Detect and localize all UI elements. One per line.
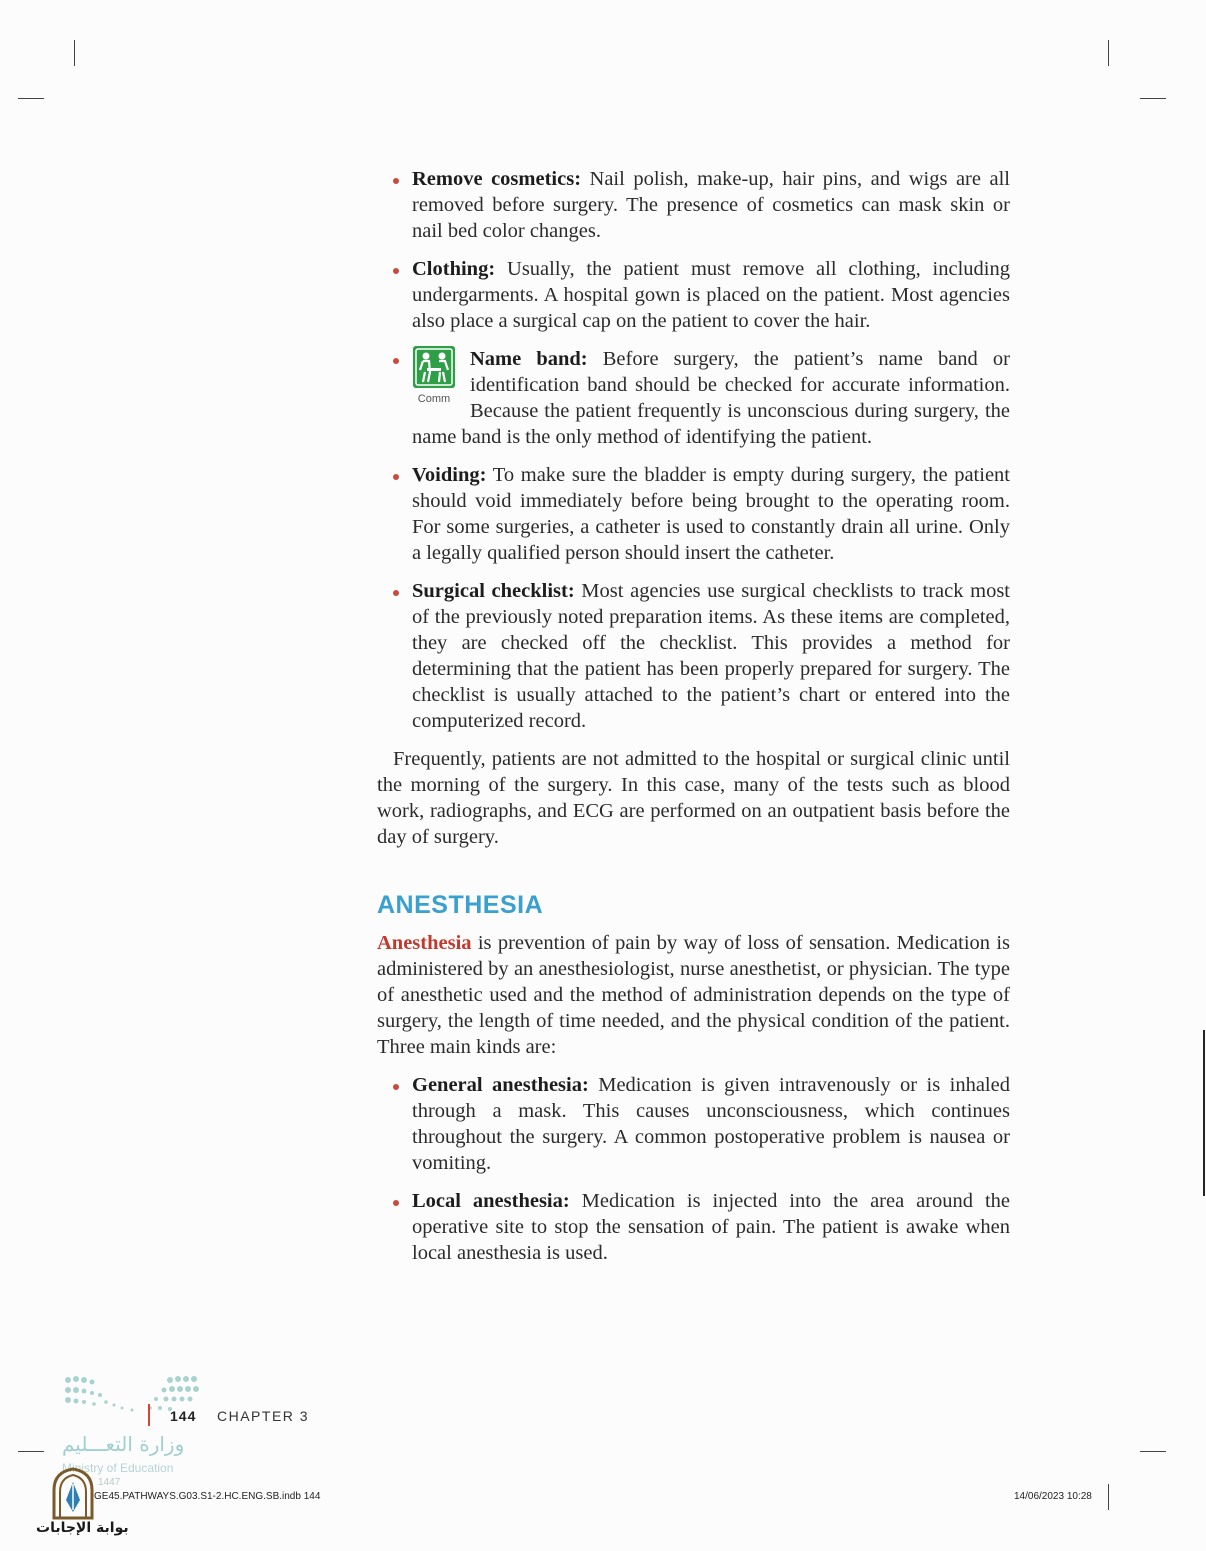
watermark-logo-icon (50, 1466, 96, 1522)
crop-mark (1108, 40, 1109, 66)
bullet-term: General anesthesia: (412, 1074, 589, 1096)
bullet-term: Surgical checklist: (412, 580, 575, 602)
bullet-voiding (377, 462, 1010, 566)
bullet-term: Local anesthesia: (412, 1190, 570, 1212)
bullet-name-band (377, 346, 1010, 450)
bullet-dot (393, 474, 399, 480)
ministry-name-arabic: وزارة التعـــليم (62, 1432, 185, 1456)
bullet-dot (393, 358, 399, 364)
crop-mark (1140, 1451, 1166, 1452)
anesthesia-intro (377, 930, 1010, 1060)
bullet-text: To make sure the bladder is empty during surgery, the patient should void immediately before being brought to the operating room. For some surgeries, a catheter is used to constantly drain all urine. Only a legally qualified person should insert the catheter. (412, 464, 1010, 564)
bullet-dot (393, 1200, 399, 1206)
body-paragraph: Frequently, patients are not admitted to the hospital or surgical clinic until the morning of the surgery. In this case, many of the tests such as blood work, radiographs, and ECG are performed on an outpatient basis before the day of surgery. (377, 748, 1010, 848)
chapter-label: CHAPTER 3 (217, 1408, 310, 1424)
crop-mark (74, 40, 75, 66)
crop-mark (18, 1451, 44, 1452)
bullet-text: Most agencies use surgical checklists to track most of the previously noted preparation items. As these items are completed, they are checked off the checklist. This provides a method for determining that the patient has been properly prepared for surgery. The checklist is usually attached to the patient’s chart or entered into the computerized record. (412, 580, 1010, 732)
communication-icon (412, 346, 456, 410)
bullet-dot (393, 178, 399, 184)
page-edge (1203, 1030, 1205, 1196)
bullet-term: Clothing: (412, 258, 496, 280)
bullet-term: Voiding: (412, 464, 487, 486)
bullet-text: Nail polish, make-up, hair pins, and wigs are all removed before surgery. The presence of cosmetics can mask skin or nail bed color changes. (412, 168, 1010, 242)
icon-label: Comm (417, 393, 451, 405)
file-slug: GE45.PATHWAYS.G03.S1-2.HC.ENG.SB.indb 144 (94, 1491, 321, 1502)
bullet-term: Remove cosmetics: (412, 168, 582, 190)
crop-mark (1108, 1484, 1109, 1510)
bullet-local-anesthesia (377, 1188, 1010, 1266)
ministry-name-english: Ministry of Education (62, 1461, 174, 1475)
watermark-text: بوابة الإجابات (36, 1520, 129, 1536)
key-term[interactable]: Anesthesia (377, 932, 472, 954)
bullet-text: Usually, the patient must remove all clothing, including undergarments. A hospital gown is placed on the patient. Most agencies also place a surgical cap on the patient to cover the hair. (412, 258, 1010, 332)
crop-mark (1140, 98, 1166, 99)
page-number: 144 (170, 1408, 197, 1424)
bullet-term: Name band: (470, 348, 588, 370)
bullet-remove-cosmetics (377, 166, 1010, 244)
date-slug: 14/06/2023 10:28 (1014, 1491, 1092, 1502)
crop-mark (18, 98, 44, 99)
bullet-dot (393, 268, 399, 274)
bullet-general-anesthesia (377, 1072, 1010, 1176)
bullet-clothing (377, 256, 1010, 334)
intro-text: is prevention of pain by way of loss of sensation. Medication is administered by an anesthesiologist, nurse anesthetist, or physician. The type of anesthetic used and the method of administration depends on the type of surgery, the length of time needed, and the physical condition of the patient. Three main kinds are: (377, 932, 1010, 1058)
section-heading: ANESTHESIA (377, 891, 544, 919)
bullet-text: Medication is injected into the area around the operative site to stop the sensation of pain. The patient is awake when local anesthesia is used. (412, 1190, 1010, 1264)
bullet-surgical-checklist (377, 578, 1010, 734)
bullet-text: Before surgery, the patient’s name band or identification band should be checked for accurate information. Because the patient frequently is unconscious during surgery, the name band is the only method of identifying the patient. (412, 348, 1011, 448)
ministry-year: 1447 (98, 1477, 121, 1488)
bullet-dot (393, 1084, 399, 1090)
page-number-divider (148, 1404, 150, 1426)
bullet-text: Medication is given intravenously or is inhaled through a mask. This causes unconsciousness, which continues throughout the surgery. A common postoperative problem is nausea or vomiting. (412, 1074, 1010, 1174)
main-column (377, 166, 1010, 1278)
bullet-dot (393, 590, 399, 596)
